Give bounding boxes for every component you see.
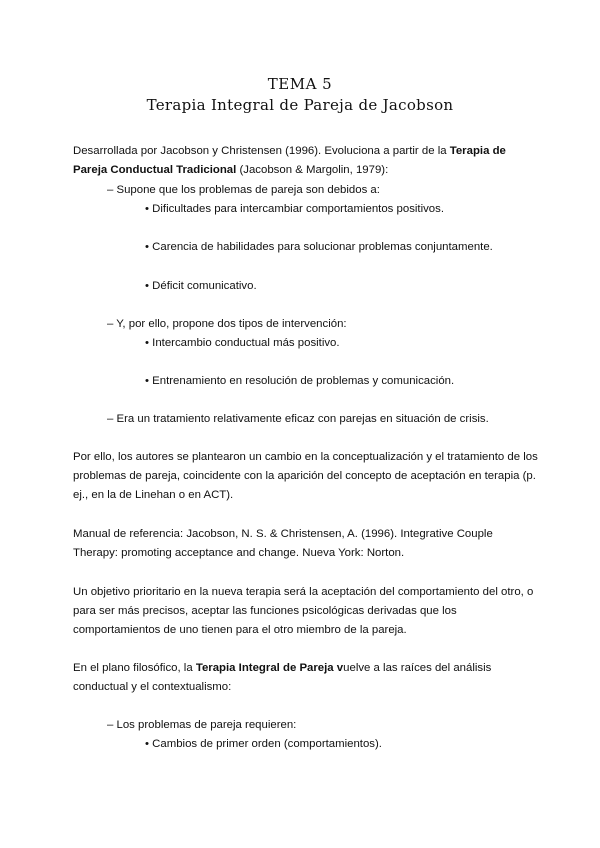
philosophy-line-2: conductual y el contextualismo: xyxy=(73,681,232,693)
paragraph-line: Un objetivo prioritario en la nueva terapia será la aceptación del comportamiento del otro, o xyxy=(73,586,534,598)
bullet-item: • Entrenamiento en resolución de problemas y comunicación. xyxy=(145,375,455,387)
paragraph-line: ej., en la de Linehan o en ACT). xyxy=(73,489,234,501)
intro-bold-term-2: Pareja Conductual Tradicional xyxy=(73,164,237,176)
intro-line-2: Pareja Conductual Tradicional (Jacobson & Margolin, 1979): xyxy=(73,164,389,176)
paragraph-line: comportamientos de uno tienen para el otro miembro de la pareja. xyxy=(73,624,407,636)
dash-item-causes: – Supone que los problemas de pareja son debidos a: xyxy=(107,184,380,196)
dash-item-efficacy: – Era un tratamiento relativamente eficaz con parejas en situación de crisis. xyxy=(107,413,489,425)
philosophy-line-1: En el plano filosófico, la Terapia Integral de Pareja vuelve a las raíces del análisis xyxy=(73,662,492,674)
paragraph-line: Por ello, los autores se plantearon un cambio en la conceptualización y el tratamiento de los xyxy=(73,451,538,463)
reference-line: Manual de referencia: Jacobson, N. S. & Christensen, A. (1996). Integrative Couple xyxy=(73,528,493,540)
dash-item-requirements: – Los problemas de pareja requieren: xyxy=(107,719,297,731)
bullet-item: • Dificultades para intercambiar comportamientos positivos. xyxy=(145,203,445,215)
bullet-item: • Cambios de primer orden (comportamientos). xyxy=(145,738,382,750)
dash-item-interventions: – Y, por ello, propone dos tipos de intervención: xyxy=(107,318,347,330)
bullet-item: • Carencia de habilidades para solucionar problemas conjuntamente. xyxy=(145,241,493,253)
intro-bold-term: Terapia de xyxy=(449,145,506,157)
intro-line-1: Desarrollada por Jacobson y Christensen (1996). Evoluciona a partir de la Terapia de xyxy=(73,145,506,157)
reference-line: Therapy: promoting acceptance and change. Nueva York: Norton. xyxy=(73,547,405,559)
philosophy-bold-term: Terapia Integral de Pareja v xyxy=(195,662,344,674)
page-title: Terapia Integral de Pareja de Jacobson xyxy=(146,96,454,114)
bullet-item: • Déficit comunicativo. xyxy=(145,280,257,292)
paragraph-line: para ser más precisos, aceptar las funciones psicológicas derivadas que los xyxy=(73,605,457,617)
bullet-item: • Intercambio conductual más positivo. xyxy=(145,337,340,349)
topic-number: TEMA 5 xyxy=(267,75,333,93)
paragraph-line: problemas de pareja, coincidente con la aparición del concepto de aceptación en terapia (p. xyxy=(73,470,536,482)
